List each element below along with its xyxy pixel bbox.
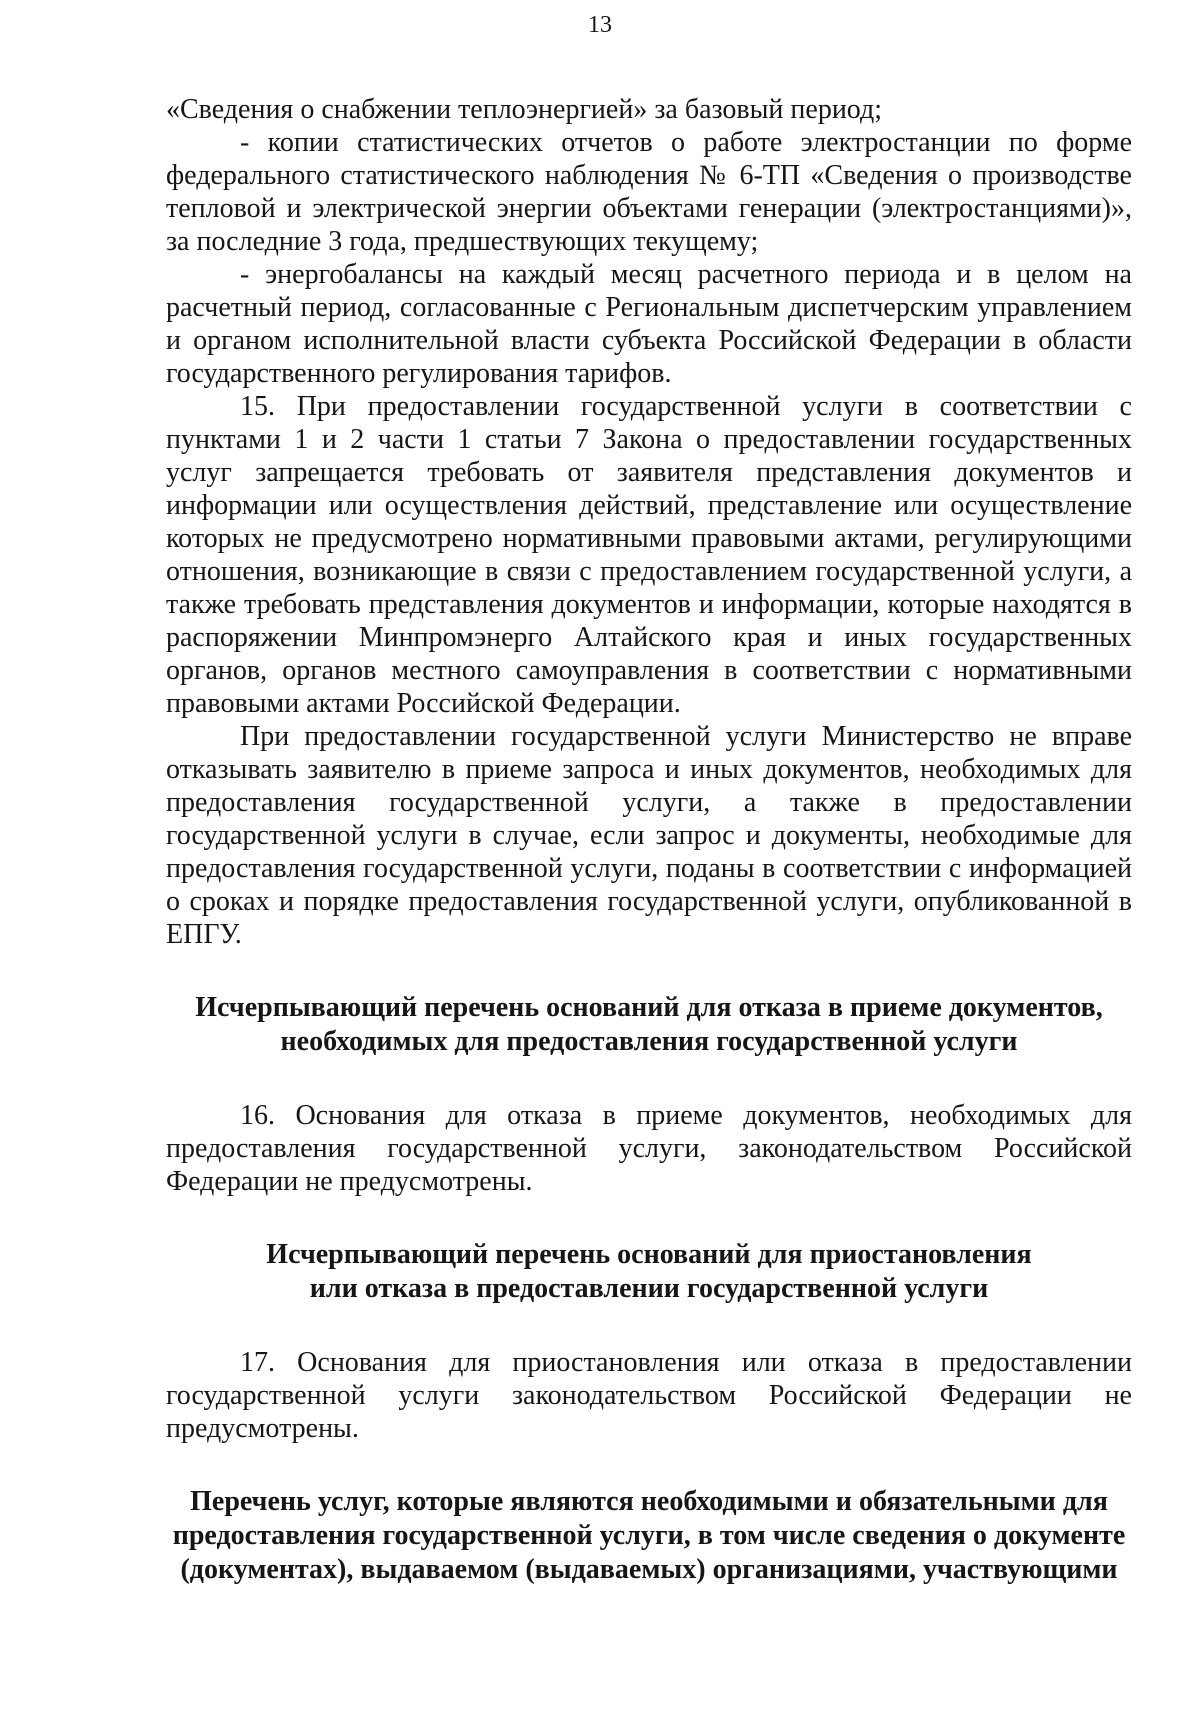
paragraph-item-17: 17. Основания для приостановления или отказа в предоставлении государственной услуги законодательством Российской Федерации не предусмотрены. <box>166 1347 1132 1444</box>
heading-line: или отказа в предоставлении государственной услуги <box>309 1273 989 1304</box>
heading-line: Перечень услуг, которые являются необходимыми и обязательными для <box>190 1486 1108 1517</box>
section-heading-suspension <box>166 1238 1132 1306</box>
heading-line: Исчерпывающий перечень оснований для приостановления <box>266 1239 1032 1270</box>
paragraph-heat-supply-info: «Сведения о снабжении теплоэнергией» за базовый период; <box>166 94 883 125</box>
document-body <box>166 93 1132 1587</box>
paragraph-energy-balances: - энергобалансы на каждый месяц расчетного периода и в целом на расчетный период, согласованные с Региональным диспетчерским управлением и органом исполнительной власти субъекта Российской Федерации в области государственного регулирования тарифов. <box>166 259 1132 389</box>
paragraph-item-16: 16. Основания для отказа в приеме документов, необходимых для предоставления государственной услуги, законодательством Российской Федерации не предусмотрены. <box>166 1100 1132 1197</box>
paragraph-ministry-refusal: При предоставлении государственной услуги Министерство не вправе отказывать заявителю в приеме запроса и иных документов, необходимых для предоставления государственной услуги, а также в предоставлении государственной услуги в случае, если запрос и документы, необходимые для предоставления государственной услуги, поданы в соответствии с информацией о сроках и порядке предоставления государственной услуги, опубликованной в ЕПГУ. <box>166 721 1132 950</box>
section-heading-refusal-documents <box>166 991 1132 1059</box>
section-heading-required-services <box>166 1485 1132 1587</box>
paragraph-statistical-reports: - копии статистических отчетов о работе электростанции по форме федерального статистического наблюдения № 6-ТП «Сведения о производстве тепловой и электрической энергии объектами генерации (электростанциями)», за последние 3 года, предшествующих текущему; <box>166 127 1132 257</box>
heading-line: Исчерпывающий перечень оснований для отказа в приеме документов, <box>195 992 1103 1023</box>
heading-line: предоставления государственной услуги, в том числе сведения о документе <box>172 1520 1126 1551</box>
paragraph-item-15: 15. При предоставлении государственной услуги в соответствии с пунктами 1 и 2 части 1 статьи 7 Закона о предоставлении государственных услуг запрещается требовать от заявителя представления документов и информации или осуществления действий, представление или осуществление которых не предусмотрено нормативными правовыми актами, регулирующими отношения, возникающие в связи с предоставлением государственной услуги, а также требовать представления документов и информации, которые находятся в распоряжении Минпромэнерго Алтайского края и иных государственных органов, органов местного самоуправления в соответствии с нормативными правовыми актами Российской Федерации. <box>166 391 1132 719</box>
heading-line: необходимых для предоставления государственной услуги <box>280 1026 1018 1057</box>
page-number: 13 <box>588 12 612 38</box>
heading-line: (документах), выдаваемом (выдаваемых) организациями, участвующими <box>180 1554 1118 1585</box>
